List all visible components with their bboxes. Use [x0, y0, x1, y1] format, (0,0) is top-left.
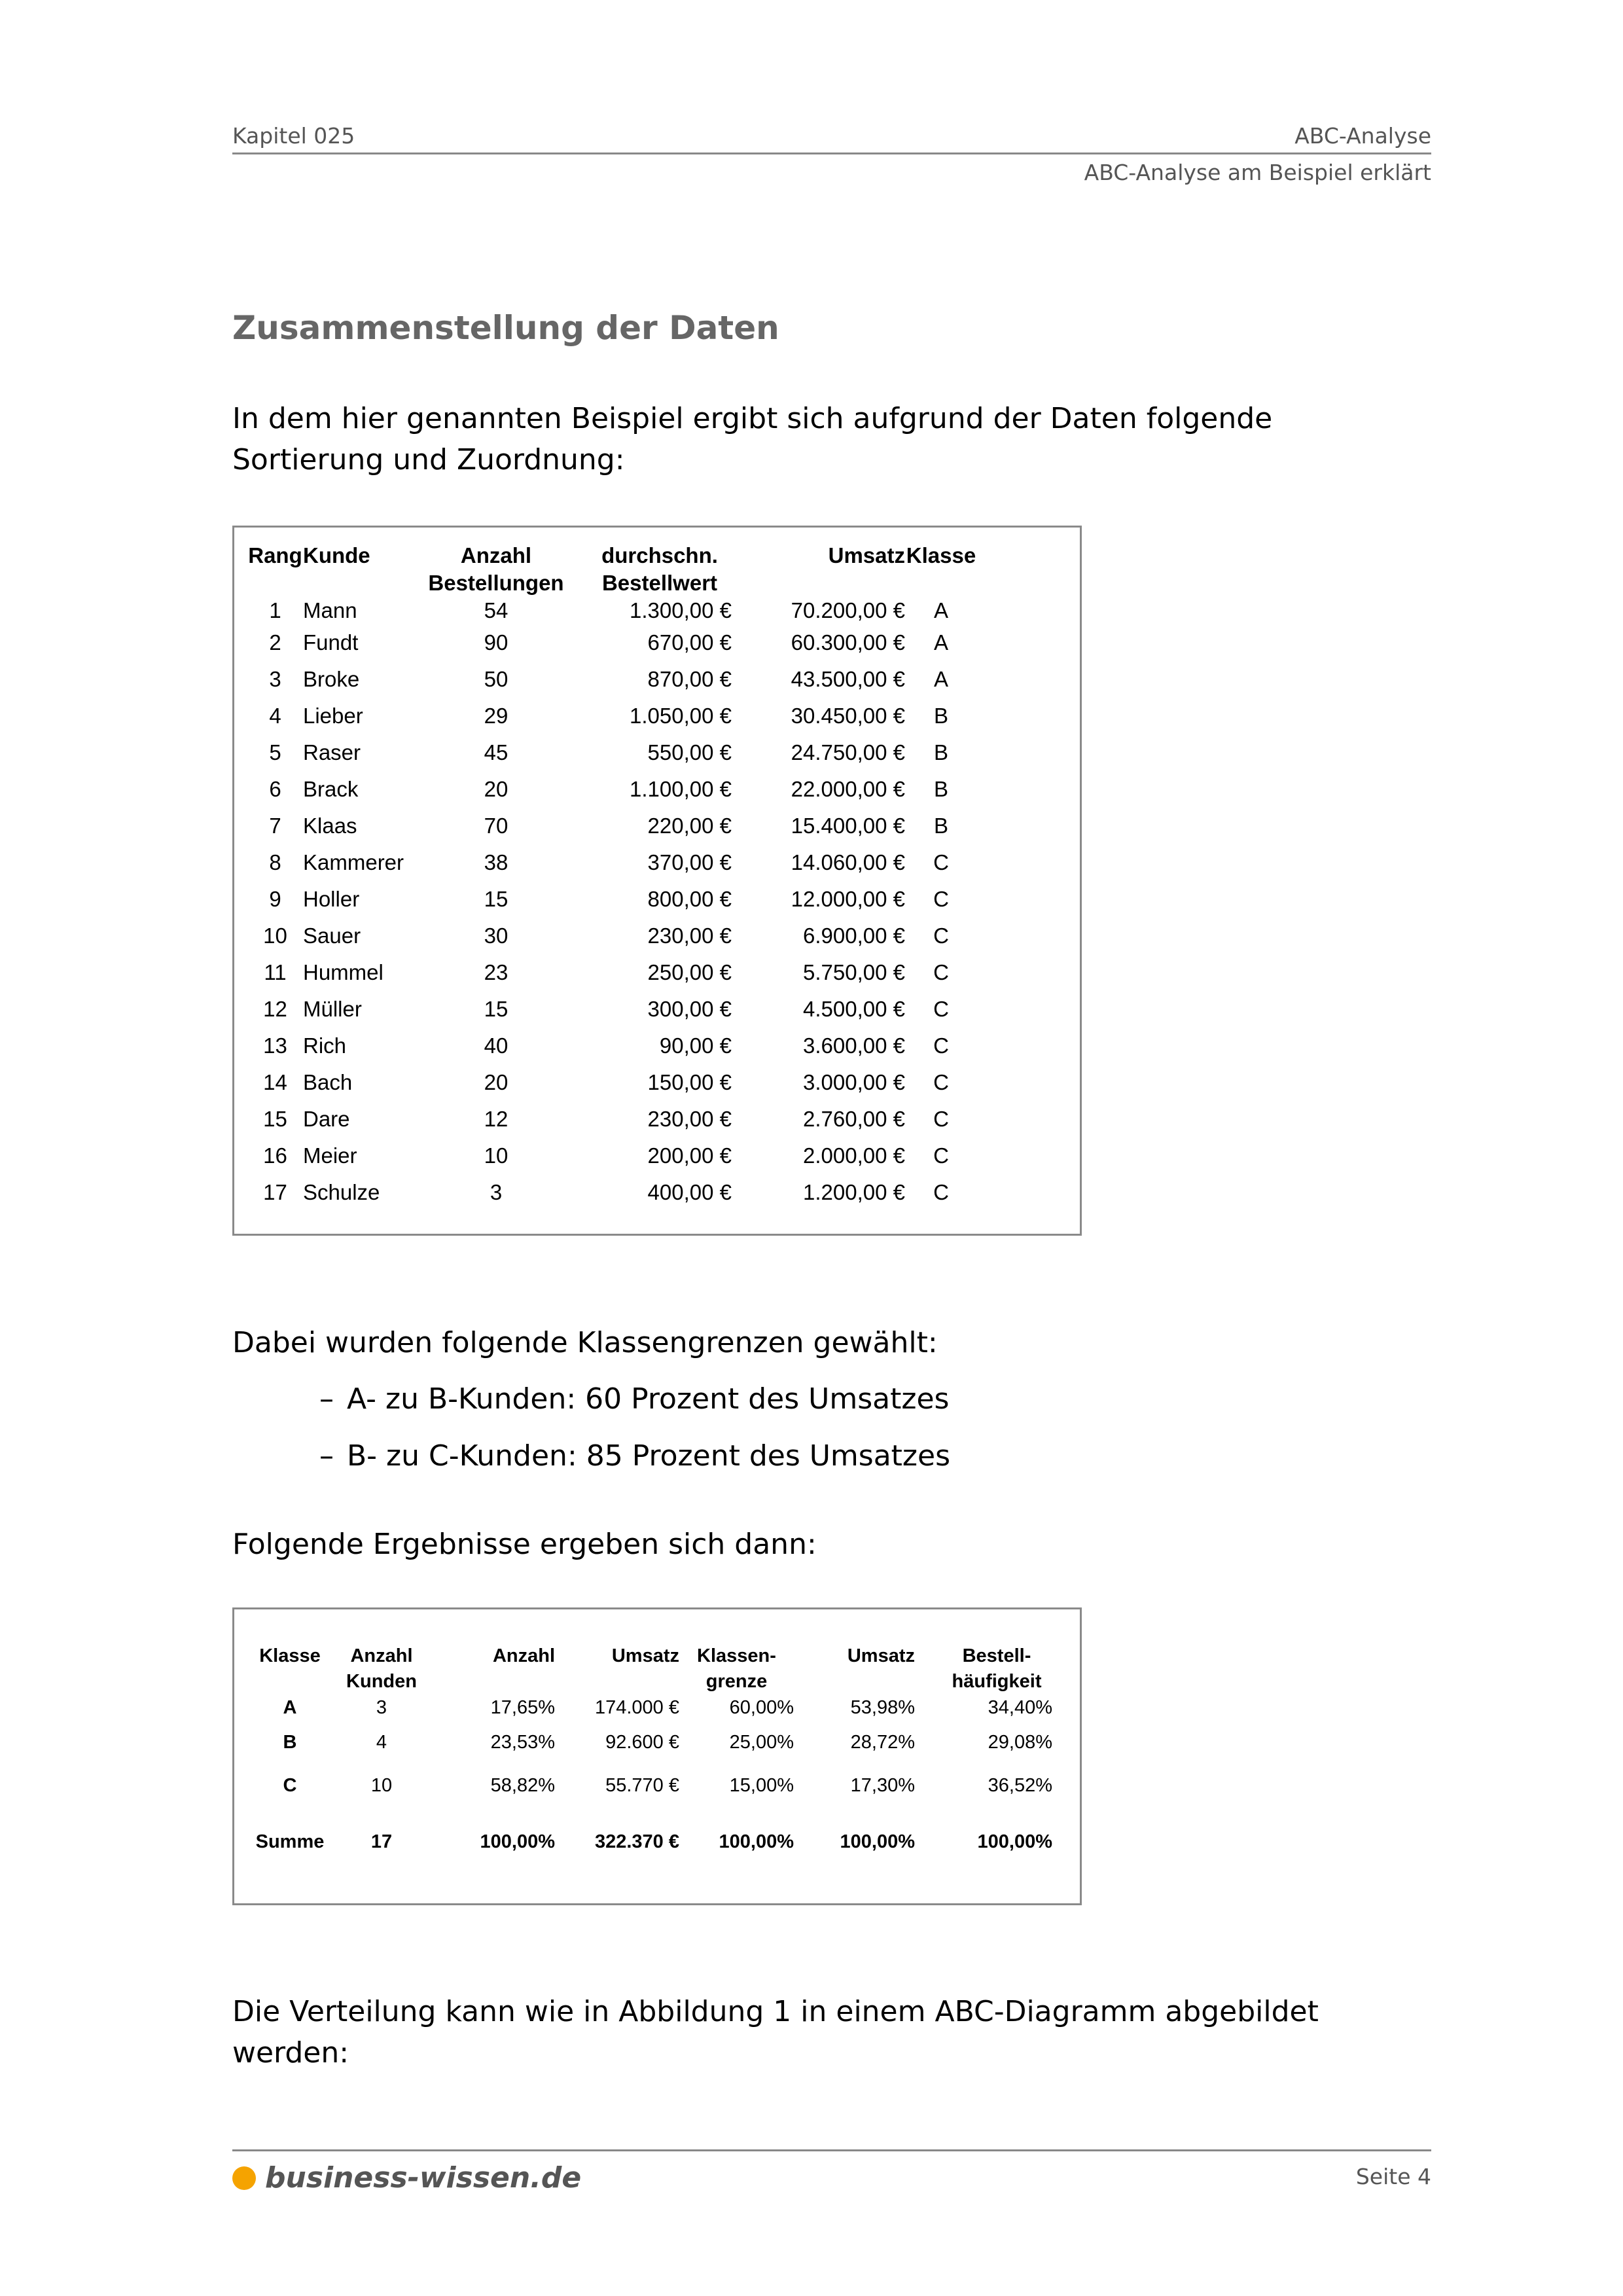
- table-row: [247, 698, 977, 734]
- cell-anzahl: 70: [484, 814, 508, 838]
- cell-kunde: Kammerer: [303, 850, 404, 874]
- cell-klasse: C: [283, 1774, 297, 1796]
- table-row: [247, 954, 977, 991]
- logo-dot-icon: [232, 2166, 256, 2190]
- bullet-dash: –: [319, 1382, 334, 1416]
- table-row: [247, 624, 977, 661]
- cell-anzahl: 45: [484, 740, 508, 764]
- logo-text: business-wissen.de: [265, 2161, 582, 2195]
- header-anzahl: [421, 542, 571, 597]
- cell-umsatz: 12.000,00 €: [791, 887, 905, 911]
- cell-kunde: Holler: [303, 887, 360, 911]
- table-row: [247, 734, 977, 771]
- cell-bestellwert: 670,00 €: [647, 630, 732, 655]
- class-results-table: [247, 1643, 1052, 1863]
- cell-klasse: C: [933, 997, 949, 1021]
- bullet-dash: –: [319, 1439, 334, 1473]
- cell-anzahl-kunden: 4: [376, 1731, 387, 1753]
- cell-anzahl: 100,00%: [480, 1831, 555, 1852]
- document-subtitle: ABC-Analyse am Beispiel erklärt: [1084, 160, 1431, 185]
- cell-bestellwert: 400,00 €: [647, 1180, 732, 1204]
- list-item: [319, 1381, 949, 1418]
- cell-kunde: Hummel: [303, 960, 383, 984]
- table-row: [247, 991, 977, 1028]
- cell-klassengrenze: 60,00%: [729, 1696, 794, 1718]
- table-row: [247, 881, 977, 918]
- table-row: [247, 1695, 1052, 1721]
- cell-kunde: Müller: [303, 997, 362, 1021]
- cell-umsatz-anteil: 53,98%: [850, 1696, 915, 1718]
- cell-anzahl: 23: [484, 960, 508, 984]
- cell-bestellwert: 870,00 €: [647, 667, 732, 691]
- cell-bestellwert: 250,00 €: [647, 960, 732, 984]
- limits-intro: Dabei wurden folgende Klassengrenzen gewählt:: [232, 1326, 938, 1359]
- cell-umsatz: 6.900,00 €: [803, 924, 905, 948]
- header-anzahl: Anzahl: [492, 1645, 555, 1666]
- cell-klasse: C: [933, 1143, 949, 1168]
- cell-rang: 4: [269, 704, 281, 728]
- cell-bestellwert: 1.300,00 €: [630, 598, 732, 622]
- cell-rang: 8: [269, 850, 281, 874]
- cell-bestellwert: 200,00 €: [647, 1143, 732, 1168]
- table-row: [247, 1101, 977, 1138]
- customer-ranking-table-frame: [232, 526, 1082, 1236]
- cell-kunde: Schulze: [303, 1180, 380, 1204]
- cell-umsatz: 15.400,00 €: [791, 814, 905, 838]
- cell-umsatz: 30.450,00 €: [791, 704, 905, 728]
- cell-klasse: C: [933, 1033, 949, 1058]
- section-title: Zusammenstellung der Daten: [232, 309, 779, 347]
- intro-paragraph: In dem hier genannten Beispiel ergibt sich aufgrund der Daten folgende Sortierung und Zuordnung:: [232, 402, 1273, 476]
- cell-bestellhaeufigkeit: 100,00%: [977, 1831, 1052, 1852]
- cell-anzahl: 20: [484, 777, 508, 801]
- cell-umsatz: 3.600,00 €: [803, 1033, 905, 1058]
- cell-bestellwert: 1.100,00 €: [630, 777, 732, 801]
- cell-bestellwert: 230,00 €: [647, 924, 732, 948]
- cell-bestellwert: 800,00 €: [647, 887, 732, 911]
- cell-rang: 9: [269, 887, 281, 911]
- cell-rang: 3: [269, 667, 281, 691]
- cell-umsatz: 322.370 €: [594, 1831, 679, 1852]
- table-row: [247, 808, 977, 844]
- cell-klasse: A: [933, 667, 948, 691]
- cell-klasse: A: [933, 630, 948, 655]
- cell-anzahl: 50: [484, 667, 508, 691]
- chapter-label: Kapitel 025: [232, 123, 355, 149]
- footer-divider: [232, 2149, 1431, 2151]
- cell-anzahl: 17,65%: [490, 1696, 555, 1718]
- table-row: [247, 1721, 1052, 1764]
- cell-umsatz: 22.000,00 €: [791, 777, 905, 801]
- cell-kunde: Bach: [303, 1070, 353, 1094]
- cell-kunde: Mann: [303, 598, 357, 622]
- table-row: [247, 771, 977, 808]
- header-anzahl-line1: Anzahl: [460, 543, 532, 567]
- header-bestellwert-line2: Bestellwert: [601, 571, 718, 595]
- cell-bestellhaeufigkeit: 34,40%: [988, 1696, 1052, 1718]
- cell-bestellwert: 220,00 €: [647, 814, 732, 838]
- cell-bestellwert: 150,00 €: [647, 1070, 732, 1094]
- cell-anzahl: 58,82%: [490, 1774, 555, 1796]
- cell-rang: 1: [269, 598, 281, 622]
- cell-kunde: Raser: [303, 740, 361, 764]
- cell-umsatz: 92.600 €: [605, 1731, 679, 1753]
- spacer-row: [247, 1807, 1052, 1820]
- header-divider: [232, 152, 1431, 154]
- cell-klasse: B: [283, 1731, 297, 1753]
- cell-kunde: Dare: [303, 1107, 350, 1131]
- cell-klasse: B: [933, 740, 948, 764]
- cell-rang: 16: [263, 1143, 287, 1168]
- cell-bestellwert: 90,00 €: [659, 1033, 732, 1058]
- cell-klasse: C: [933, 924, 949, 948]
- document-title: ABC-Analyse: [1294, 123, 1431, 149]
- cell-anzahl-kunden: 17: [370, 1831, 393, 1852]
- cell-rang: 12: [263, 997, 287, 1021]
- cell-anzahl-kunden: 3: [376, 1696, 387, 1718]
- header-klasse: Klasse: [259, 1645, 321, 1666]
- cell-klasse: C: [933, 1070, 949, 1094]
- table-header-row: [247, 542, 977, 597]
- cell-klasse: A: [933, 598, 948, 622]
- header-bestellhaeufigkeit: [915, 1643, 1052, 1695]
- cell-bestellwert: 370,00 €: [647, 850, 732, 874]
- cell-rang: 6: [269, 777, 281, 801]
- cell-umsatz: 2.760,00 €: [803, 1107, 905, 1131]
- cell-bestellhaeufigkeit: 36,52%: [988, 1774, 1052, 1796]
- cell-rang: 14: [263, 1070, 287, 1094]
- header-bestellwert-line1: durchschn.: [601, 543, 718, 567]
- table-row: [247, 918, 977, 954]
- cell-kunde: Meier: [303, 1143, 357, 1168]
- cell-umsatz: 3.000,00 €: [803, 1070, 905, 1094]
- cell-klasse: Summe: [255, 1831, 325, 1852]
- header-umsatz-anteil: Umsatz: [847, 1645, 915, 1666]
- table-row: [247, 1174, 977, 1211]
- list-item: [319, 1438, 950, 1475]
- cell-rang: 15: [263, 1107, 287, 1131]
- cell-anzahl: 30: [484, 924, 508, 948]
- cell-umsatz: 174.000 €: [594, 1696, 679, 1718]
- cell-klasse: B: [933, 704, 948, 728]
- cell-anzahl: 10: [484, 1143, 508, 1168]
- site-logo: [232, 2161, 581, 2195]
- table-row: [247, 1028, 977, 1064]
- cell-anzahl: 20: [484, 1070, 508, 1094]
- header-bestellwert: [571, 542, 748, 597]
- cell-kunde: Brack: [303, 777, 359, 801]
- header-klassengrenze-line1: Klassen-: [697, 1645, 776, 1666]
- cell-klassengrenze: 15,00%: [729, 1774, 794, 1796]
- table-row: [247, 597, 977, 624]
- table-row: [247, 844, 977, 881]
- results-intro: Folgende Ergebnisse ergeben sich dann:: [232, 1528, 817, 1561]
- cell-umsatz-anteil: 28,72%: [850, 1731, 915, 1753]
- cell-klasse: B: [933, 777, 948, 801]
- cell-umsatz: 70.200,00 €: [791, 598, 905, 622]
- cell-anzahl: 54: [484, 598, 508, 622]
- cell-umsatz: 55.770 €: [605, 1774, 679, 1796]
- cell-kunde: Fundt: [303, 630, 359, 655]
- cell-umsatz: 60.300,00 €: [791, 630, 905, 655]
- cell-bestellwert: 550,00 €: [647, 740, 732, 764]
- table-header-row: [247, 1643, 1052, 1695]
- cell-rang: 17: [263, 1180, 287, 1204]
- header-bestellhaeufigkeit-line1: Bestell-: [962, 1645, 1031, 1666]
- cell-klassengrenze: 100,00%: [719, 1831, 794, 1852]
- cell-umsatz: 1.200,00 €: [803, 1180, 905, 1204]
- cell-anzahl: 29: [484, 704, 508, 728]
- cell-rang: 2: [269, 630, 281, 655]
- header-anzahl-kunden-line2: Kunden: [346, 1671, 417, 1692]
- closing-paragraph: Die Verteilung kann wie in Abbildung 1 in einem ABC-Diagramm abgebildet werden:: [232, 1995, 1319, 2070]
- cell-umsatz: 24.750,00 €: [791, 740, 905, 764]
- cell-umsatz: 4.500,00 €: [803, 997, 905, 1021]
- header-klassengrenze-line2: grenze: [705, 1671, 768, 1692]
- cell-kunde: Sauer: [303, 924, 361, 948]
- cell-anzahl: 90: [484, 630, 508, 655]
- cell-rang: 10: [263, 924, 287, 948]
- header-rang: Rang: [248, 543, 302, 567]
- cell-klasse: C: [933, 1107, 949, 1131]
- cell-anzahl: 15: [484, 887, 508, 911]
- class-results-table-frame: [232, 1607, 1082, 1905]
- cell-bestellwert: 300,00 €: [647, 997, 732, 1021]
- header-anzahl-kunden: [332, 1643, 431, 1695]
- cell-rang: 5: [269, 740, 281, 764]
- cell-anzahl: 40: [484, 1033, 508, 1058]
- header-kunde: Kunde: [303, 543, 370, 567]
- cell-umsatz: 5.750,00 €: [803, 960, 905, 984]
- cell-kunde: Lieber: [303, 704, 363, 728]
- cell-anzahl: 15: [484, 997, 508, 1021]
- cell-anzahl: 3: [490, 1180, 503, 1204]
- page-number: Seite 4: [1355, 2164, 1431, 2189]
- table-row: [247, 661, 977, 698]
- cell-umsatz: 43.500,00 €: [791, 667, 905, 691]
- table-row: [247, 1138, 977, 1174]
- customer-ranking-body: [247, 597, 977, 1211]
- customer-ranking-table: [247, 542, 977, 1211]
- table-row: [247, 1064, 977, 1101]
- cell-klasse: C: [933, 1180, 949, 1204]
- header-klassengrenze: [679, 1643, 794, 1695]
- cell-anzahl-kunden: 10: [370, 1774, 393, 1796]
- cell-kunde: Klaas: [303, 814, 357, 838]
- bullet-text: A- zu B-Kunden: 60 Prozent des Umsatzes: [347, 1382, 950, 1416]
- class-results-body: [247, 1695, 1052, 1863]
- cell-umsatz-anteil: 100,00%: [840, 1831, 915, 1852]
- header-anzahl-kunden-line1: Anzahl: [350, 1645, 413, 1666]
- cell-kunde: Rich: [303, 1033, 347, 1058]
- header-klasse: Klasse: [906, 543, 976, 567]
- cell-klassengrenze: 25,00%: [729, 1731, 794, 1753]
- spacer-cell: [247, 1807, 1052, 1820]
- cell-bestellwert: 1.050,00 €: [630, 704, 732, 728]
- cell-kunde: Broke: [303, 667, 360, 691]
- table-row: [247, 1764, 1052, 1807]
- cell-anzahl: 12: [484, 1107, 508, 1131]
- cell-umsatz-anteil: 17,30%: [850, 1774, 915, 1796]
- header-bestellhaeufigkeit-line2: häufigkeit: [952, 1671, 1042, 1692]
- cell-bestellhaeufigkeit: 29,08%: [988, 1731, 1052, 1753]
- header-umsatz: Umsatz: [611, 1645, 679, 1666]
- cell-klasse: A: [283, 1696, 297, 1718]
- sum-row: [247, 1820, 1052, 1863]
- cell-umsatz: 2.000,00 €: [803, 1143, 905, 1168]
- cell-bestellwert: 230,00 €: [647, 1107, 732, 1131]
- cell-klasse: B: [933, 814, 948, 838]
- cell-klasse: C: [933, 850, 949, 874]
- header-anzahl-line2: Bestellungen: [428, 571, 564, 595]
- cell-umsatz: 14.060,00 €: [791, 850, 905, 874]
- cell-rang: 7: [269, 814, 281, 838]
- cell-anzahl: 38: [484, 850, 508, 874]
- cell-klasse: C: [933, 960, 949, 984]
- cell-rang: 13: [263, 1033, 287, 1058]
- bullet-text: B- zu C-Kunden: 85 Prozent des Umsatzes: [347, 1439, 951, 1473]
- cell-anzahl: 23,53%: [490, 1731, 555, 1753]
- cell-klasse: C: [933, 887, 949, 911]
- header-umsatz: Umsatz: [828, 543, 905, 567]
- cell-rang: 11: [264, 960, 287, 984]
